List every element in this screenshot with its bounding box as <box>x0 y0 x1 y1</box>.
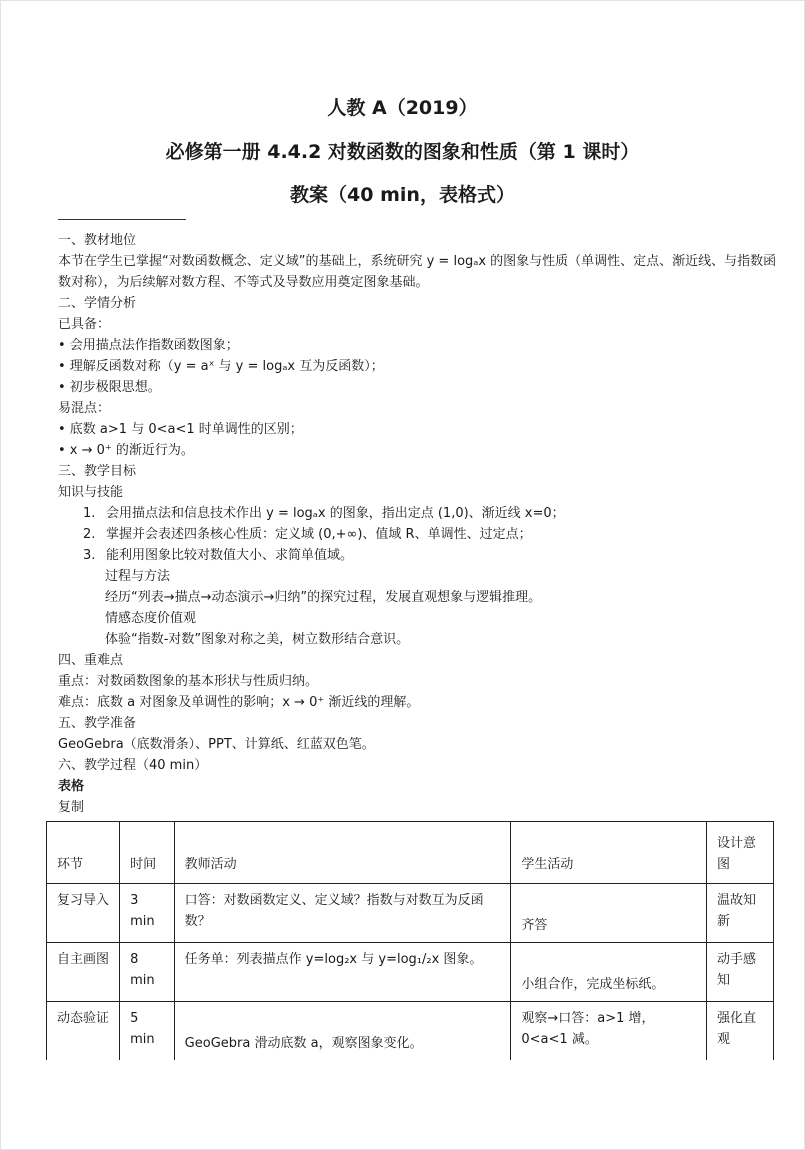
table-cell: 齐答 <box>511 884 707 943</box>
table-cell: 8 min <box>120 943 175 1002</box>
objective-item <box>58 524 778 545</box>
table-label: 表格 <box>58 779 85 794</box>
objective-number: 2. <box>83 527 96 542</box>
table-cell: 复习导入 <box>47 884 120 943</box>
title-plan-type: 教案（40 min，表格式） <box>290 184 515 206</box>
table-row <box>47 1002 774 1061</box>
header-cell-teacher-activity: 教师活动 <box>174 822 511 884</box>
objective-item <box>58 545 778 566</box>
table-cell: 小组合作，完成坐标纸。 <box>511 943 707 1002</box>
table-cell: 3 min <box>120 884 175 943</box>
key-point-text: 重点：对数函数图象的基本形状与性质归纳。 <box>58 674 319 689</box>
title-block <box>0 88 805 215</box>
lesson-body <box>58 230 778 818</box>
attitude-values-text: 体验“指数-对数”图象对称之美，树立数形结合意识。 <box>105 632 410 647</box>
objective-item <box>58 503 778 524</box>
section-heading-learner-analysis: 二、学情分析 <box>58 296 137 311</box>
title-textbook: 人教 A（2019） <box>327 97 478 119</box>
copy-button[interactable]: 复制 <box>58 800 85 815</box>
objective-number: 1. <box>83 506 96 521</box>
preparation-text: GeoGebra（底数滑条）、PPT、计算纸、红蓝双色笔。 <box>58 737 375 752</box>
table-cell: 自主画图 <box>47 943 120 1002</box>
table-cell: GeoGebra 滑动底数 a，观察图象变化。 <box>174 1002 511 1061</box>
process-method-label: 过程与方法 <box>105 569 171 584</box>
section-heading-textbook-position: 一、教材地位 <box>58 233 137 248</box>
objective-text: 能利用图象比较对数值大小、求简单值域。 <box>106 548 354 563</box>
table-cell: 动态验证 <box>47 1002 120 1061</box>
section-heading-preparation: 五、教学准备 <box>58 716 137 731</box>
objective-number: 3. <box>83 548 96 563</box>
prior-knowledge-item: • 会用描点法作指数函数图象； <box>58 338 239 353</box>
table-cell: 口答：对数函数定义、定义域？指数与对数互为反函数？ <box>174 884 511 943</box>
header-cell-segment: 环节 <box>47 822 120 884</box>
table-header-row <box>47 822 774 884</box>
table-cell: 温故知新 <box>707 884 774 943</box>
knowledge-skills-label: 知识与技能 <box>58 485 124 500</box>
confusion-item: • 底数 a>1 与 0<a<1 时单调性的区别； <box>58 422 303 437</box>
title-divider <box>58 219 186 220</box>
section-heading-process: 六、教学过程（40 min） <box>58 758 208 773</box>
teaching-process-table <box>46 821 774 1060</box>
prior-knowledge-label: 已具备： <box>58 317 111 332</box>
table-cell: 强化直观 <box>707 1002 774 1061</box>
table-cell: 任务单：列表描点作 y=log₂x 与 y=log₁/₂x 图象。 <box>174 943 511 1002</box>
prior-knowledge-item: • 初步极限思想。 <box>58 380 161 395</box>
title-lesson: 必修第一册 4.4.2 对数函数的图象和性质（第 1 课时） <box>165 141 640 163</box>
difficult-point-text: 难点：底数 a 对图象及单调性的影响；x → 0⁺ 渐近线的理解。 <box>58 695 420 710</box>
table-cell: 观察→口答：a>1 增，0<a<1 减。 <box>511 1002 707 1061</box>
prior-knowledge-item: • 理解反函数对称（y = aˣ 与 y = logₐx 互为反函数）； <box>58 359 384 374</box>
header-cell-design-intent: 设计意图 <box>707 822 774 884</box>
table-cell: 动手感知 <box>707 943 774 1002</box>
section-heading-objectives: 三、教学目标 <box>58 464 137 479</box>
objective-text: 会用描点法和信息技术作出 y = logₐx 的图象，指出定点 (1,0)、渐近线 x=0； <box>106 506 565 521</box>
table-row <box>47 884 774 943</box>
confusion-item: • x → 0⁺ 的渐近行为。 <box>58 443 194 458</box>
header-cell-time: 时间 <box>120 822 175 884</box>
textbook-position-text: 本节在学生已掌握“对数函数概念、定义域”的基础上，系统研究 y = logₐx 的图象与性质（单调性、定点、渐近线、与指数函数对称），为后续解对数方程、不等式及导数应用奠定图象基础。 <box>58 254 777 290</box>
header-cell-student-activity: 学生活动 <box>511 822 707 884</box>
objective-text: 掌握并会表述四条核心性质：定义域 (0,+∞)、值域 R、单调性、过定点； <box>106 527 532 542</box>
table-row <box>47 943 774 1002</box>
confusion-label: 易混点： <box>58 401 111 416</box>
table-cell: 5 min <box>120 1002 175 1061</box>
attitude-values-label: 情感态度价值观 <box>105 611 197 626</box>
section-heading-key-points: 四、重难点 <box>58 653 124 668</box>
process-method-text: 经历“列表→描点→动态演示→归纳”的探究过程，发展直观想象与逻辑推理。 <box>105 590 542 605</box>
